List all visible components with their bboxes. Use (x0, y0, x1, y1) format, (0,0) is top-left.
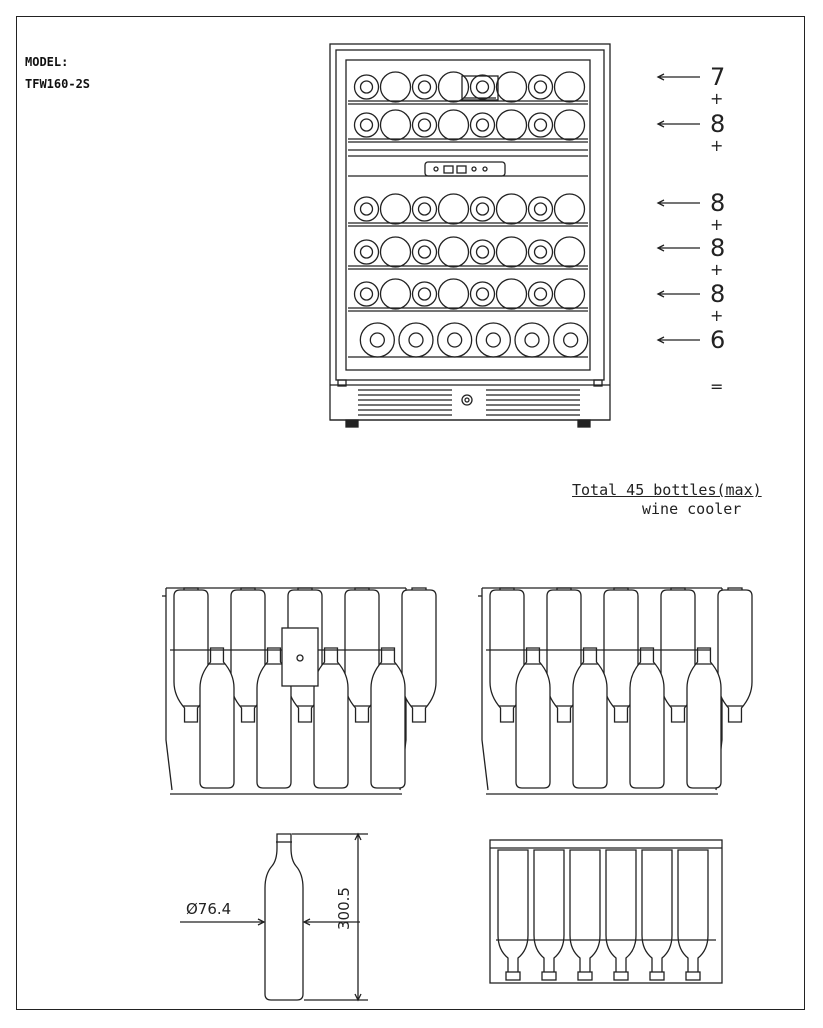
bottle-outline (718, 590, 752, 722)
bottle-end (438, 323, 472, 357)
bottle-outline (687, 648, 721, 788)
bottle-end (525, 333, 539, 347)
bottle-end (419, 119, 431, 131)
shelf-count-labels (658, 63, 725, 396)
bottle-end (529, 282, 553, 306)
bottle-end (477, 203, 489, 215)
bottle-end (355, 113, 379, 137)
bottle-outline (516, 648, 550, 788)
height-dimension: 300.5 (335, 887, 353, 930)
bottle-end (439, 237, 469, 267)
bottle-end (360, 323, 394, 357)
control-panel (425, 162, 505, 176)
bottle-end (355, 240, 379, 264)
bottle-end (564, 333, 578, 347)
bottle-end (497, 279, 527, 309)
bottle-end (554, 323, 588, 357)
shelf-count: 8 (710, 189, 726, 217)
bottle-end (419, 203, 431, 215)
model-label: MODEL: (25, 55, 69, 69)
bottle-end (555, 110, 585, 140)
bottle-end (476, 323, 510, 357)
bottle-end (529, 240, 553, 264)
bottle-end (381, 110, 411, 140)
bottle-end (355, 197, 379, 221)
model-number: TFW160-2S (25, 77, 91, 91)
bottle-end (413, 197, 437, 221)
bottle-outline (534, 850, 564, 974)
foot-right (578, 420, 590, 427)
bottle-end (413, 282, 437, 306)
count-operator: = (710, 377, 724, 396)
bottle-end (471, 240, 495, 264)
bottle-end (419, 288, 431, 300)
bottle-outline (642, 850, 672, 974)
cooler-front-view (330, 44, 610, 427)
count-operator: + (710, 260, 724, 279)
bottle-end (555, 72, 585, 102)
cooler-shelf (348, 323, 588, 357)
count-operator: + (710, 136, 724, 155)
rack-view-right (478, 588, 752, 794)
bottle-outline (498, 850, 528, 974)
bottle-end (399, 323, 433, 357)
bottle-outline (573, 648, 607, 788)
bottle-end (413, 113, 437, 137)
bottle-end (361, 119, 373, 131)
count-operator: + (710, 306, 724, 325)
bottle-end (471, 197, 495, 221)
bottle-end (355, 75, 379, 99)
bottle-outline (200, 648, 234, 788)
wine-bottle-icon (265, 834, 303, 1000)
cooler-shelf (348, 194, 588, 226)
bottle-outline (371, 648, 405, 788)
bottle-end (529, 113, 553, 137)
bottle-end (413, 75, 437, 99)
bottle-end (477, 119, 489, 131)
bottle-end (529, 197, 553, 221)
bottle-end (535, 119, 547, 131)
cooler-shelf (348, 72, 588, 104)
bottle-end (370, 333, 384, 347)
bottle-end (361, 203, 373, 215)
bottle-end (439, 194, 469, 224)
count-operator: + (710, 89, 724, 108)
bottle-end (477, 81, 489, 93)
cooler-shelf (348, 279, 588, 311)
bottle-end (471, 75, 495, 99)
bottle-end (486, 333, 500, 347)
bottle-end (381, 237, 411, 267)
bottle-end (448, 333, 462, 347)
shelf-count: 8 (710, 110, 726, 138)
cooler-shelf (348, 237, 588, 269)
bottle-end (529, 75, 553, 99)
bottle-end (477, 246, 489, 258)
bottle-end (381, 72, 411, 102)
rack-view-left (162, 588, 436, 794)
bottle-end (555, 194, 585, 224)
bottle-end (471, 113, 495, 137)
bottle-outline (606, 850, 636, 974)
shelf-count: 7 (710, 63, 726, 91)
bottle-outline (314, 648, 348, 788)
shelf-count: 6 (710, 326, 726, 354)
bottle-end (497, 194, 527, 224)
total-capacity-label: Total 45 bottles(max) (572, 481, 762, 499)
bottle-end (477, 288, 489, 300)
bottle-outline (570, 850, 600, 974)
bottle-end (497, 237, 527, 267)
bottle-end (439, 110, 469, 140)
count-operator: + (710, 215, 724, 234)
diameter-dimension: Ø76.4 (186, 900, 232, 918)
foot-left (346, 420, 358, 427)
shelf-count: 8 (710, 280, 726, 308)
display-module (282, 628, 318, 686)
bottle-outline (402, 590, 436, 722)
bottle-outline (630, 648, 664, 788)
cooler-shelf (348, 110, 588, 142)
bottle-end (413, 240, 437, 264)
bottle-end (497, 72, 527, 102)
vent-grille-left (358, 390, 452, 415)
bottle-end (535, 203, 547, 215)
bottle-end (381, 279, 411, 309)
bottle-end (515, 323, 549, 357)
bottle-end (361, 246, 373, 258)
bottle-end (535, 288, 547, 300)
lock-icon (462, 395, 472, 405)
bottle-end (381, 194, 411, 224)
bottle-end (439, 279, 469, 309)
bottle-end (419, 246, 431, 258)
vent-grille-right (486, 390, 580, 415)
bottle-end (361, 288, 373, 300)
bottle-end (409, 333, 423, 347)
bottle-end (555, 237, 585, 267)
bottle-end (419, 81, 431, 93)
shelf-count: 8 (710, 234, 726, 262)
product-type-label: wine cooler (642, 500, 742, 518)
bottle-end (361, 81, 373, 93)
bottom-rack-view (490, 840, 722, 983)
cooler-shelves (348, 72, 588, 357)
bottle-end (497, 110, 527, 140)
bottle-end (535, 246, 547, 258)
bottle-end (555, 279, 585, 309)
bottle-end (471, 282, 495, 306)
bottle-outline (678, 850, 708, 974)
bottle-end (535, 81, 547, 93)
bottle-end (355, 282, 379, 306)
bottle-end (439, 72, 469, 102)
